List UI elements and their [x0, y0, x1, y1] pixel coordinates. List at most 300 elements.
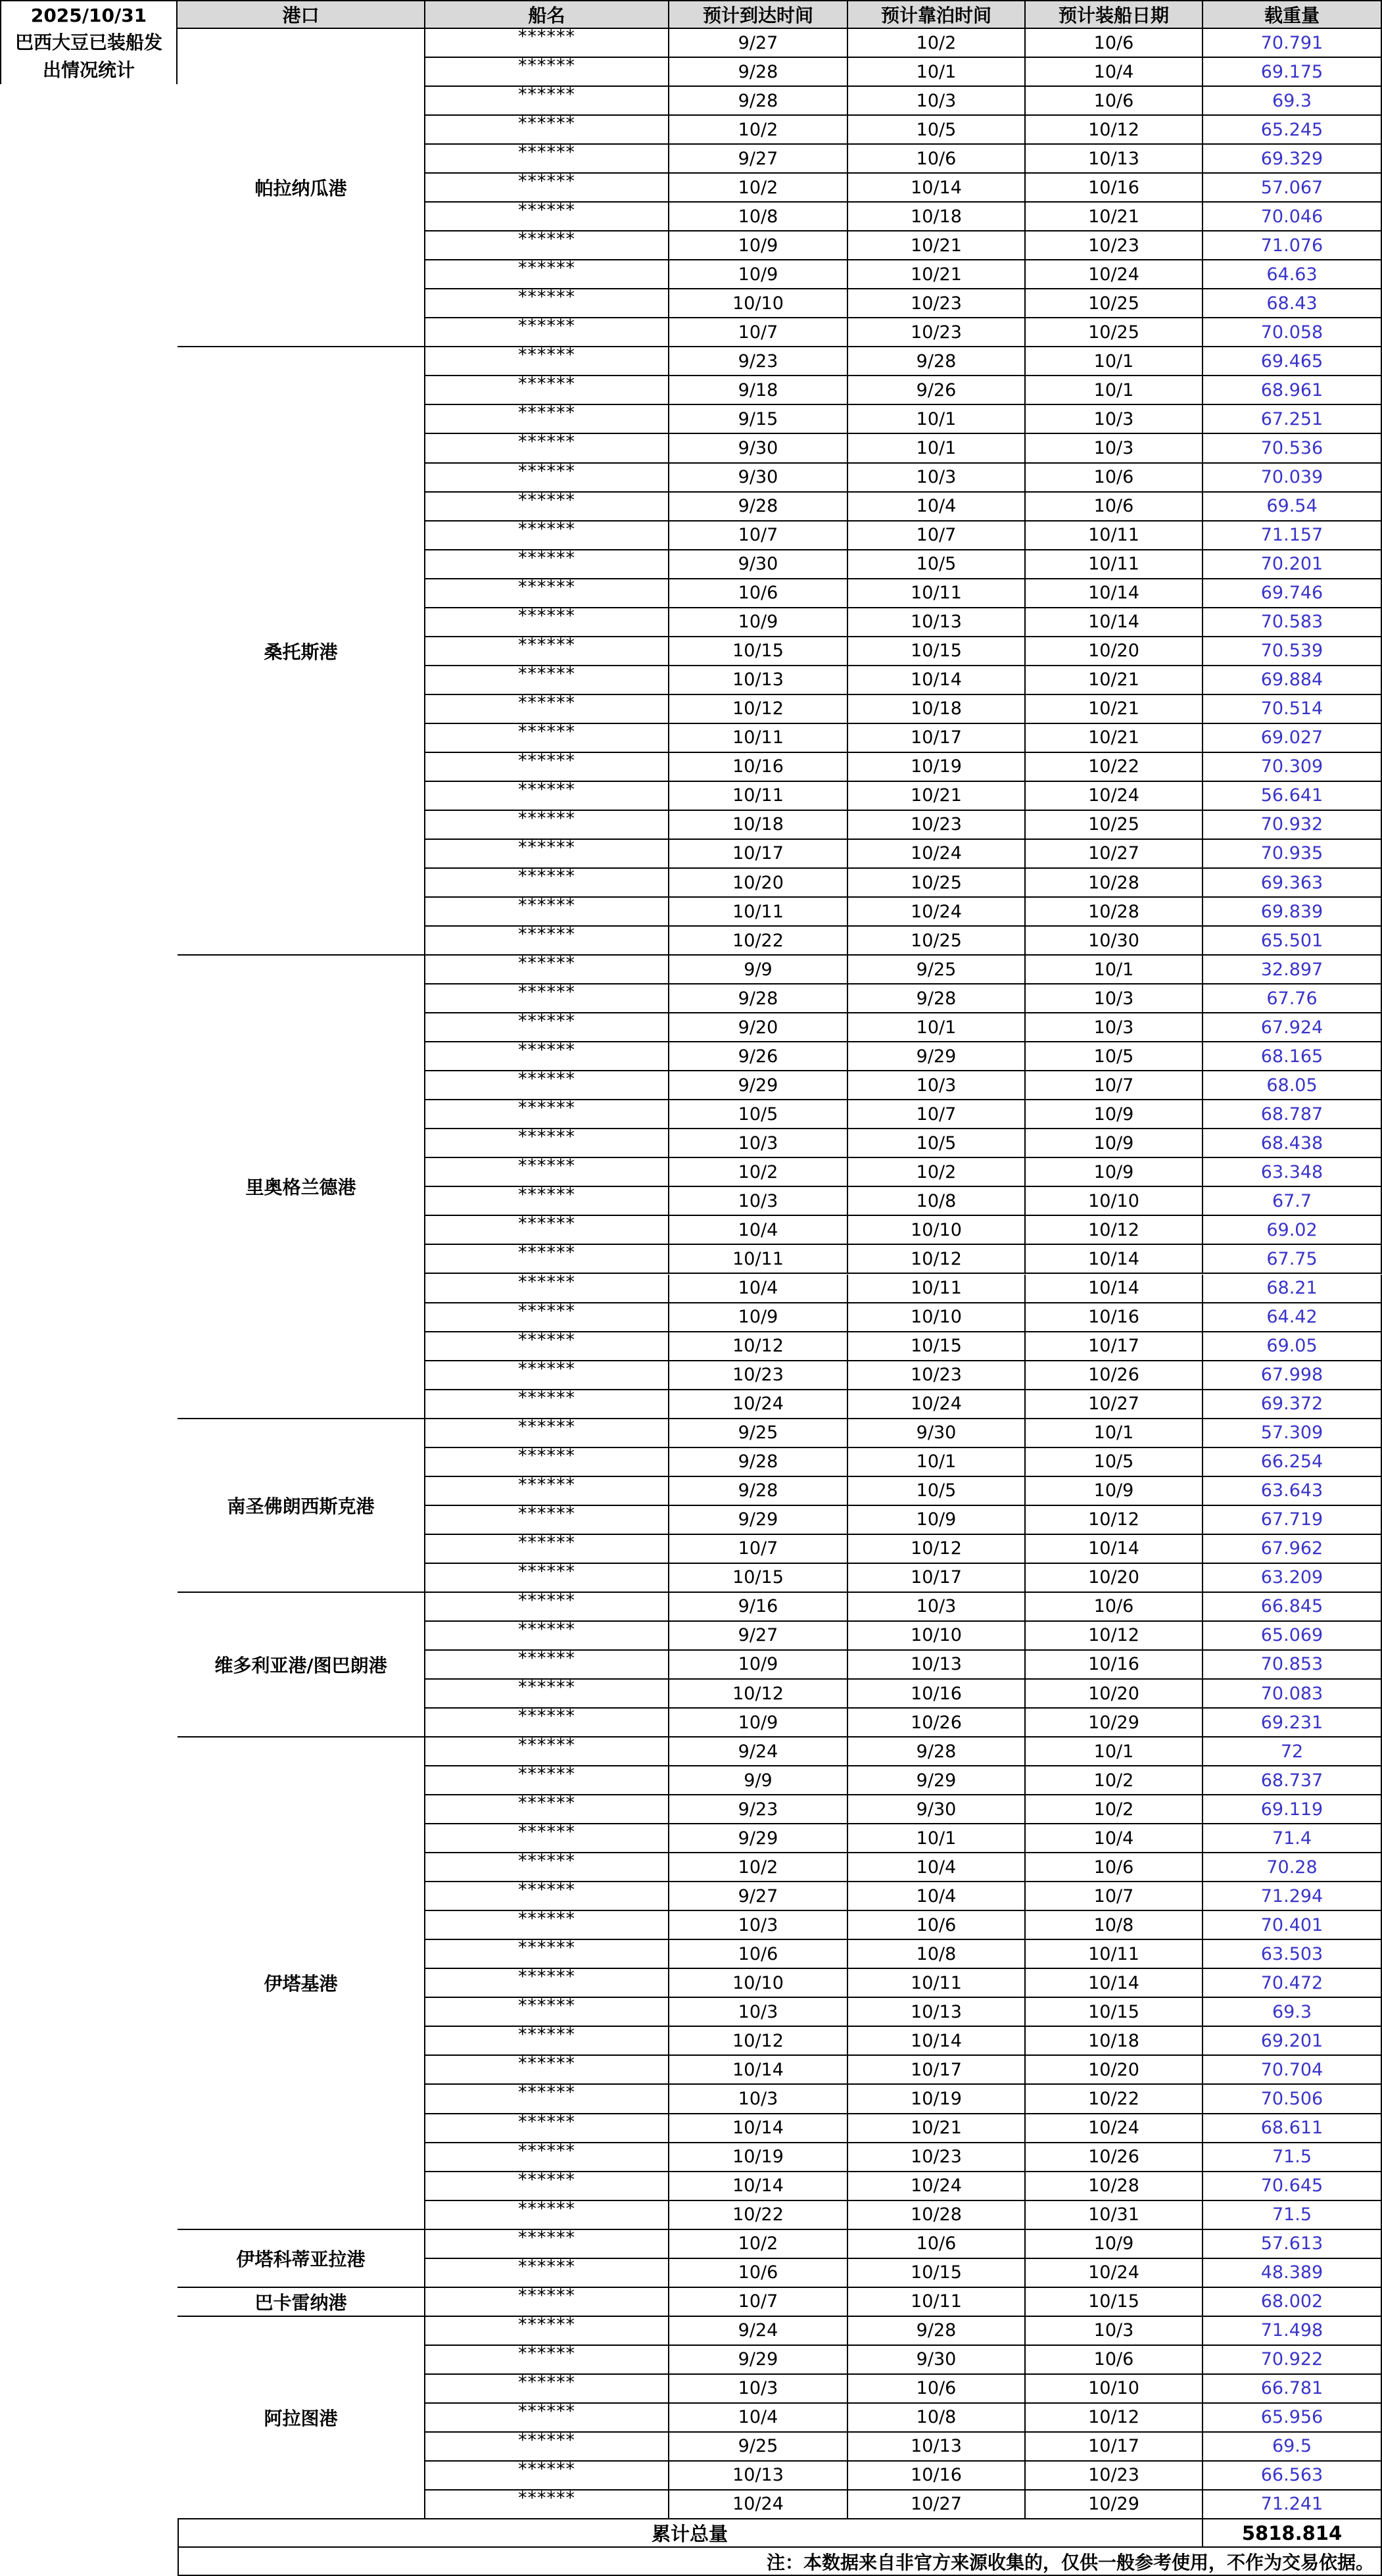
date-title-box [0, 0, 178, 84]
berth-date: 10/14 [848, 2027, 1026, 2056]
ship-name: ****** [425, 840, 669, 869]
loading-date: 10/1 [1026, 376, 1203, 405]
berth-date: 10/6 [848, 2375, 1026, 2404]
berth-date: 9/28 [848, 984, 1026, 1013]
arrival-date: 10/2 [669, 1853, 848, 1882]
arrival-date: 10/3 [669, 1187, 848, 1216]
ship-name: ****** [425, 1158, 669, 1187]
berth-date: 10/7 [848, 522, 1026, 550]
header-ship: 船名 [425, 0, 669, 29]
berth-date: 10/4 [848, 1853, 1026, 1882]
load-tonnage: 68.43 [1203, 289, 1382, 318]
arrival-date: 9/28 [669, 984, 848, 1013]
arrival-date: 10/20 [669, 869, 848, 898]
arrival-date: 10/14 [669, 2114, 848, 2143]
berth-date: 10/21 [848, 2114, 1026, 2143]
loading-date: 10/28 [1026, 898, 1203, 927]
load-tonnage: 65.956 [1203, 2404, 1382, 2433]
load-tonnage: 69.839 [1203, 898, 1382, 927]
ship-name: ****** [425, 1709, 669, 1738]
berth-date: 10/12 [848, 1245, 1026, 1274]
ship-name: ****** [425, 2404, 669, 2433]
berth-date: 10/13 [848, 1998, 1026, 2027]
loading-date: 10/25 [1026, 289, 1203, 318]
arrival-date: 10/13 [669, 2462, 848, 2491]
load-tonnage: 64.63 [1203, 260, 1382, 289]
load-tonnage: 67.76 [1203, 984, 1382, 1013]
arrival-date: 10/7 [669, 318, 848, 347]
load-tonnage: 65.245 [1203, 116, 1382, 145]
loading-date: 10/27 [1026, 1390, 1203, 1419]
loading-date: 10/14 [1026, 608, 1203, 637]
loading-date: 10/7 [1026, 1882, 1203, 1911]
arrival-date: 10/3 [669, 1911, 848, 1940]
load-tonnage: 70.514 [1203, 695, 1382, 724]
berth-date: 10/4 [848, 493, 1026, 522]
ship-name: ****** [425, 116, 669, 145]
ship-name: ****** [425, 522, 669, 550]
berth-date: 10/11 [848, 1275, 1026, 1303]
ship-name: ****** [425, 869, 669, 898]
ship-name: ****** [425, 318, 669, 347]
arrival-date: 10/13 [669, 666, 848, 695]
load-tonnage: 69.175 [1203, 58, 1382, 87]
berth-date: 10/10 [848, 1622, 1026, 1651]
arrival-date: 9/30 [669, 434, 848, 463]
loading-date: 10/28 [1026, 869, 1203, 898]
loading-date: 10/6 [1026, 2346, 1203, 2375]
berth-date: 10/23 [848, 318, 1026, 347]
ship-name: ****** [425, 87, 669, 116]
berth-date: 10/17 [848, 724, 1026, 753]
ship-name: ****** [425, 927, 669, 956]
loading-date: 10/14 [1026, 1969, 1203, 1998]
arrival-date: 10/9 [669, 260, 848, 289]
loading-date: 10/4 [1026, 1824, 1203, 1853]
loading-date: 10/1 [1026, 1738, 1203, 1766]
arrival-date: 10/7 [669, 522, 848, 550]
load-tonnage: 57.309 [1203, 1419, 1382, 1448]
berth-date: 10/11 [848, 579, 1026, 608]
ship-name: ****** [425, 2172, 669, 2201]
port-name: 维多利亚港/图巴朗港 [178, 1593, 425, 1738]
berth-date: 10/23 [848, 2143, 1026, 2172]
berth-date: 10/24 [848, 1390, 1026, 1419]
load-tonnage: 67.719 [1203, 1506, 1382, 1535]
arrival-date: 10/22 [669, 927, 848, 956]
arrival-date: 10/15 [669, 1564, 848, 1593]
loading-date: 10/16 [1026, 1303, 1203, 1332]
report-title-line1: 巴西大豆已装船发 [14, 32, 162, 53]
arrival-date: 9/26 [669, 1042, 848, 1071]
loading-date: 10/9 [1026, 1129, 1203, 1158]
loading-date: 10/28 [1026, 2172, 1203, 2201]
loading-date: 10/1 [1026, 1419, 1203, 1448]
arrival-date: 10/3 [669, 2085, 848, 2114]
berth-date: 10/23 [848, 811, 1026, 840]
arrival-date: 10/2 [669, 1158, 848, 1187]
loading-date: 10/27 [1026, 840, 1203, 869]
arrival-date: 10/24 [669, 1390, 848, 1419]
berth-date: 10/6 [848, 1911, 1026, 1940]
arrival-date: 10/16 [669, 753, 848, 782]
load-tonnage: 68.611 [1203, 2114, 1382, 2143]
berth-date: 9/28 [848, 2317, 1026, 2346]
ship-name: ****** [425, 1100, 669, 1129]
berth-date: 10/3 [848, 87, 1026, 116]
arrival-date: 10/6 [669, 2259, 848, 2288]
arrival-date: 9/23 [669, 1795, 848, 1824]
arrival-date: 9/28 [669, 87, 848, 116]
berth-date: 10/13 [848, 1651, 1026, 1680]
loading-date: 10/6 [1026, 464, 1203, 493]
arrival-date: 10/11 [669, 782, 848, 811]
berth-date: 10/28 [848, 2201, 1026, 2230]
ship-name: ****** [425, 1795, 669, 1824]
loading-date: 10/8 [1026, 1911, 1203, 1940]
berth-date: 10/23 [848, 289, 1026, 318]
berth-date: 10/15 [848, 2259, 1026, 2288]
arrival-date: 10/2 [669, 116, 848, 145]
berth-date: 10/1 [848, 434, 1026, 463]
load-tonnage: 57.613 [1203, 2230, 1382, 2259]
ship-name: ****** [425, 1477, 669, 1506]
arrival-date: 9/29 [669, 2346, 848, 2375]
header-loading: 预计装船日期 [1026, 0, 1203, 29]
berth-date: 9/25 [848, 956, 1026, 984]
load-tonnage: 63.503 [1203, 1940, 1382, 1969]
loading-date: 10/1 [1026, 347, 1203, 376]
load-tonnage: 66.254 [1203, 1448, 1382, 1477]
load-tonnage: 67.998 [1203, 1361, 1382, 1390]
ship-name: ****** [425, 1969, 669, 1998]
arrival-date: 10/22 [669, 2201, 848, 2230]
load-tonnage: 71.157 [1203, 522, 1382, 550]
berth-date: 9/30 [848, 1795, 1026, 1824]
loading-date: 10/12 [1026, 116, 1203, 145]
ship-name: ****** [425, 2491, 669, 2519]
load-tonnage: 71.241 [1203, 2491, 1382, 2519]
loading-date: 10/25 [1026, 318, 1203, 347]
port-name: 桑托斯港 [178, 347, 425, 956]
loading-date: 10/14 [1026, 1535, 1203, 1564]
loading-date: 10/5 [1026, 1448, 1203, 1477]
loading-date: 10/11 [1026, 1940, 1203, 1969]
berth-date: 10/6 [848, 2230, 1026, 2259]
ship-name: ****** [425, 1882, 669, 1911]
berth-date: 10/17 [848, 1564, 1026, 1593]
load-tonnage: 67.7 [1203, 1187, 1382, 1216]
load-tonnage: 71.5 [1203, 2143, 1382, 2172]
load-tonnage: 64.42 [1203, 1303, 1382, 1332]
berth-date: 10/10 [848, 1303, 1026, 1332]
port-name: 里奥格兰德港 [178, 956, 425, 1419]
arrival-date: 9/27 [669, 29, 848, 58]
ship-name: ****** [425, 1129, 669, 1158]
ship-name: ****** [425, 1275, 669, 1303]
ship-name: ****** [425, 1245, 669, 1274]
ship-name: ****** [425, 231, 669, 260]
ship-name: ****** [425, 2462, 669, 2491]
load-tonnage: 70.922 [1203, 2346, 1382, 2375]
arrival-date: 10/12 [669, 1332, 848, 1361]
loading-date: 10/16 [1026, 1651, 1203, 1680]
load-tonnage: 69.746 [1203, 579, 1382, 608]
loading-date: 10/3 [1026, 2317, 1203, 2346]
ship-name: ****** [425, 1853, 669, 1882]
loading-date: 10/5 [1026, 1042, 1203, 1071]
loading-date: 10/6 [1026, 87, 1203, 116]
ship-name: ****** [425, 2027, 669, 2056]
arrival-date: 9/27 [669, 145, 848, 174]
arrival-date: 9/16 [669, 1593, 848, 1622]
arrival-date: 10/24 [669, 2491, 848, 2519]
ship-name: ****** [425, 2317, 669, 2346]
load-tonnage: 69.05 [1203, 1332, 1382, 1361]
load-tonnage: 70.791 [1203, 29, 1382, 58]
ship-name: ****** [425, 1535, 669, 1564]
berth-date: 10/5 [848, 1477, 1026, 1506]
berth-date: 10/26 [848, 1709, 1026, 1738]
loading-date: 10/9 [1026, 1100, 1203, 1129]
berth-date: 10/15 [848, 637, 1026, 666]
port-name: 伊塔科蒂亚拉港 [178, 2230, 425, 2288]
loading-date: 10/21 [1026, 695, 1203, 724]
loading-date: 10/15 [1026, 2288, 1203, 2317]
ship-name: ****** [425, 1998, 669, 2027]
ship-name: ****** [425, 376, 669, 405]
load-tonnage: 68.438 [1203, 1129, 1382, 1158]
loading-date: 10/6 [1026, 1853, 1203, 1882]
berth-date: 10/16 [848, 2462, 1026, 2491]
load-tonnage: 69.372 [1203, 1390, 1382, 1419]
berth-date: 10/17 [848, 2056, 1026, 2085]
header-port: 港口 [178, 0, 425, 29]
loading-date: 10/9 [1026, 1158, 1203, 1187]
load-tonnage: 71.294 [1203, 1882, 1382, 1911]
ship-name: ****** [425, 1766, 669, 1795]
arrival-date: 9/28 [669, 1448, 848, 1477]
loading-date: 10/6 [1026, 1593, 1203, 1622]
loading-date: 10/17 [1026, 1332, 1203, 1361]
berth-date: 10/21 [848, 782, 1026, 811]
ship-name: ****** [425, 405, 669, 434]
ship-name: ****** [425, 782, 669, 811]
arrival-date: 10/7 [669, 1535, 848, 1564]
ship-name: ****** [425, 1911, 669, 1940]
port-name: 阿拉图港 [178, 2317, 425, 2519]
berth-date: 10/1 [848, 1448, 1026, 1477]
ship-name: ****** [425, 29, 669, 58]
loading-date: 10/9 [1026, 2230, 1203, 2259]
loading-date: 10/6 [1026, 493, 1203, 522]
ship-name: ****** [425, 579, 669, 608]
arrival-date: 9/23 [669, 347, 848, 376]
loading-date: 10/17 [1026, 2433, 1203, 2462]
berth-date: 10/8 [848, 1940, 1026, 1969]
load-tonnage: 57.067 [1203, 174, 1382, 203]
load-tonnage: 67.251 [1203, 405, 1382, 434]
berth-date: 10/23 [848, 1361, 1026, 1390]
port-name: 帕拉纳瓜港 [178, 29, 425, 347]
loading-date: 10/20 [1026, 2056, 1203, 2085]
ship-name: ****** [425, 550, 669, 579]
berth-date: 10/13 [848, 2433, 1026, 2462]
berth-date: 10/24 [848, 2172, 1026, 2201]
load-tonnage: 69.54 [1203, 493, 1382, 522]
berth-date: 10/1 [848, 405, 1026, 434]
arrival-date: 9/24 [669, 1738, 848, 1766]
load-tonnage: 68.961 [1203, 376, 1382, 405]
ship-name: ****** [425, 1216, 669, 1245]
ship-name: ****** [425, 724, 669, 753]
loading-date: 10/7 [1026, 1071, 1203, 1100]
arrival-date: 10/9 [669, 608, 848, 637]
berth-date: 9/26 [848, 376, 1026, 405]
loading-date: 10/31 [1026, 2201, 1203, 2230]
loading-date: 10/24 [1026, 2259, 1203, 2288]
ship-name: ****** [425, 1506, 669, 1535]
loading-date: 10/29 [1026, 2491, 1203, 2519]
arrival-date: 9/9 [669, 956, 848, 984]
ship-name: ****** [425, 2201, 669, 2230]
load-tonnage: 69.3 [1203, 87, 1382, 116]
load-tonnage: 69.465 [1203, 347, 1382, 376]
load-tonnage: 71.076 [1203, 231, 1382, 260]
berth-date: 10/16 [848, 1680, 1026, 1709]
berth-date: 10/3 [848, 464, 1026, 493]
ship-name: ****** [425, 2056, 669, 2085]
ship-name: ****** [425, 898, 669, 927]
ship-name: ****** [425, 1071, 669, 1100]
arrival-date: 10/6 [669, 579, 848, 608]
arrival-date: 10/9 [669, 1651, 848, 1680]
loading-date: 10/21 [1026, 724, 1203, 753]
ship-name: ****** [425, 1013, 669, 1042]
loading-date: 10/29 [1026, 1709, 1203, 1738]
loading-date: 10/30 [1026, 927, 1203, 956]
berth-date: 9/30 [848, 1419, 1026, 1448]
load-tonnage: 68.787 [1203, 1100, 1382, 1129]
arrival-date: 9/30 [669, 464, 848, 493]
ship-name: ****** [425, 493, 669, 522]
load-tonnage: 71.4 [1203, 1824, 1382, 1853]
load-tonnage: 70.201 [1203, 550, 1382, 579]
berth-date: 10/14 [848, 174, 1026, 203]
arrival-date: 10/15 [669, 637, 848, 666]
load-tonnage: 68.21 [1203, 1275, 1382, 1303]
ship-name: ****** [425, 1448, 669, 1477]
ship-name: ****** [425, 347, 669, 376]
load-tonnage: 66.563 [1203, 2462, 1382, 2491]
loading-date: 10/12 [1026, 1506, 1203, 1535]
ship-name: ****** [425, 1651, 669, 1680]
berth-date: 10/24 [848, 840, 1026, 869]
loading-date: 10/3 [1026, 1013, 1203, 1042]
load-tonnage: 69.119 [1203, 1795, 1382, 1824]
berth-date: 10/10 [848, 1216, 1026, 1245]
berth-date: 10/18 [848, 695, 1026, 724]
header-load: 载重量 [1203, 0, 1382, 29]
arrival-date: 10/11 [669, 724, 848, 753]
load-tonnage: 69.231 [1203, 1709, 1382, 1738]
loading-date: 10/22 [1026, 2085, 1203, 2114]
load-tonnage: 70.058 [1203, 318, 1382, 347]
berth-date: 10/1 [848, 58, 1026, 87]
load-tonnage: 67.924 [1203, 1013, 1382, 1042]
arrival-date: 10/3 [669, 2375, 848, 2404]
berth-date: 10/25 [848, 927, 1026, 956]
berth-date: 10/4 [848, 1882, 1026, 1911]
arrival-date: 10/19 [669, 2143, 848, 2172]
berth-date: 10/1 [848, 1013, 1026, 1042]
ship-name: ****** [425, 2143, 669, 2172]
loading-date: 10/16 [1026, 174, 1203, 203]
loading-date: 10/18 [1026, 2027, 1203, 2056]
load-tonnage: 69.5 [1203, 2433, 1382, 2462]
arrival-date: 9/29 [669, 1506, 848, 1535]
ship-name: ****** [425, 58, 669, 87]
load-tonnage: 69.027 [1203, 724, 1382, 753]
loading-date: 10/14 [1026, 1245, 1203, 1274]
loading-date: 10/4 [1026, 58, 1203, 87]
loading-date: 10/10 [1026, 2375, 1203, 2404]
arrival-date: 9/18 [669, 376, 848, 405]
load-tonnage: 32.897 [1203, 956, 1382, 984]
arrival-date: 10/4 [669, 2404, 848, 2433]
berth-date: 10/8 [848, 2404, 1026, 2433]
load-tonnage: 56.641 [1203, 782, 1382, 811]
loading-date: 10/26 [1026, 2143, 1203, 2172]
loading-date: 10/2 [1026, 1795, 1203, 1824]
loading-date: 10/24 [1026, 260, 1203, 289]
berth-date: 10/21 [848, 260, 1026, 289]
berth-date: 10/5 [848, 550, 1026, 579]
loading-date: 10/3 [1026, 405, 1203, 434]
arrival-date: 9/25 [669, 1419, 848, 1448]
arrival-date: 10/10 [669, 1969, 848, 1998]
port-name: 南圣佛朗西斯克港 [178, 1419, 425, 1593]
ship-name: ****** [425, 2114, 669, 2143]
loading-date: 10/13 [1026, 145, 1203, 174]
load-tonnage: 63.348 [1203, 1158, 1382, 1187]
load-tonnage: 70.935 [1203, 840, 1382, 869]
loading-date: 10/2 [1026, 1766, 1203, 1795]
load-tonnage: 69.329 [1203, 145, 1382, 174]
berth-date: 10/11 [848, 1969, 1026, 1998]
load-tonnage: 67.962 [1203, 1535, 1382, 1564]
loading-date: 10/24 [1026, 2114, 1203, 2143]
loading-date: 10/12 [1026, 1622, 1203, 1651]
berth-date: 10/12 [848, 1535, 1026, 1564]
loading-date: 10/20 [1026, 1680, 1203, 1709]
berth-date: 10/6 [848, 145, 1026, 174]
berth-date: 9/30 [848, 2346, 1026, 2375]
loading-date: 10/23 [1026, 231, 1203, 260]
arrival-date: 9/15 [669, 405, 848, 434]
ship-name: ****** [425, 2375, 669, 2404]
loading-date: 10/23 [1026, 2462, 1203, 2491]
ship-name: ****** [425, 2288, 669, 2317]
ship-name: ****** [425, 2230, 669, 2259]
port-name: 巴卡雷纳港 [178, 2288, 425, 2317]
berth-date: 10/24 [848, 898, 1026, 927]
load-tonnage: 69.363 [1203, 869, 1382, 898]
arrival-date: 10/2 [669, 2230, 848, 2259]
load-tonnage: 69.02 [1203, 1216, 1382, 1245]
load-tonnage: 67.75 [1203, 1245, 1382, 1274]
ship-name: ****** [425, 260, 669, 289]
